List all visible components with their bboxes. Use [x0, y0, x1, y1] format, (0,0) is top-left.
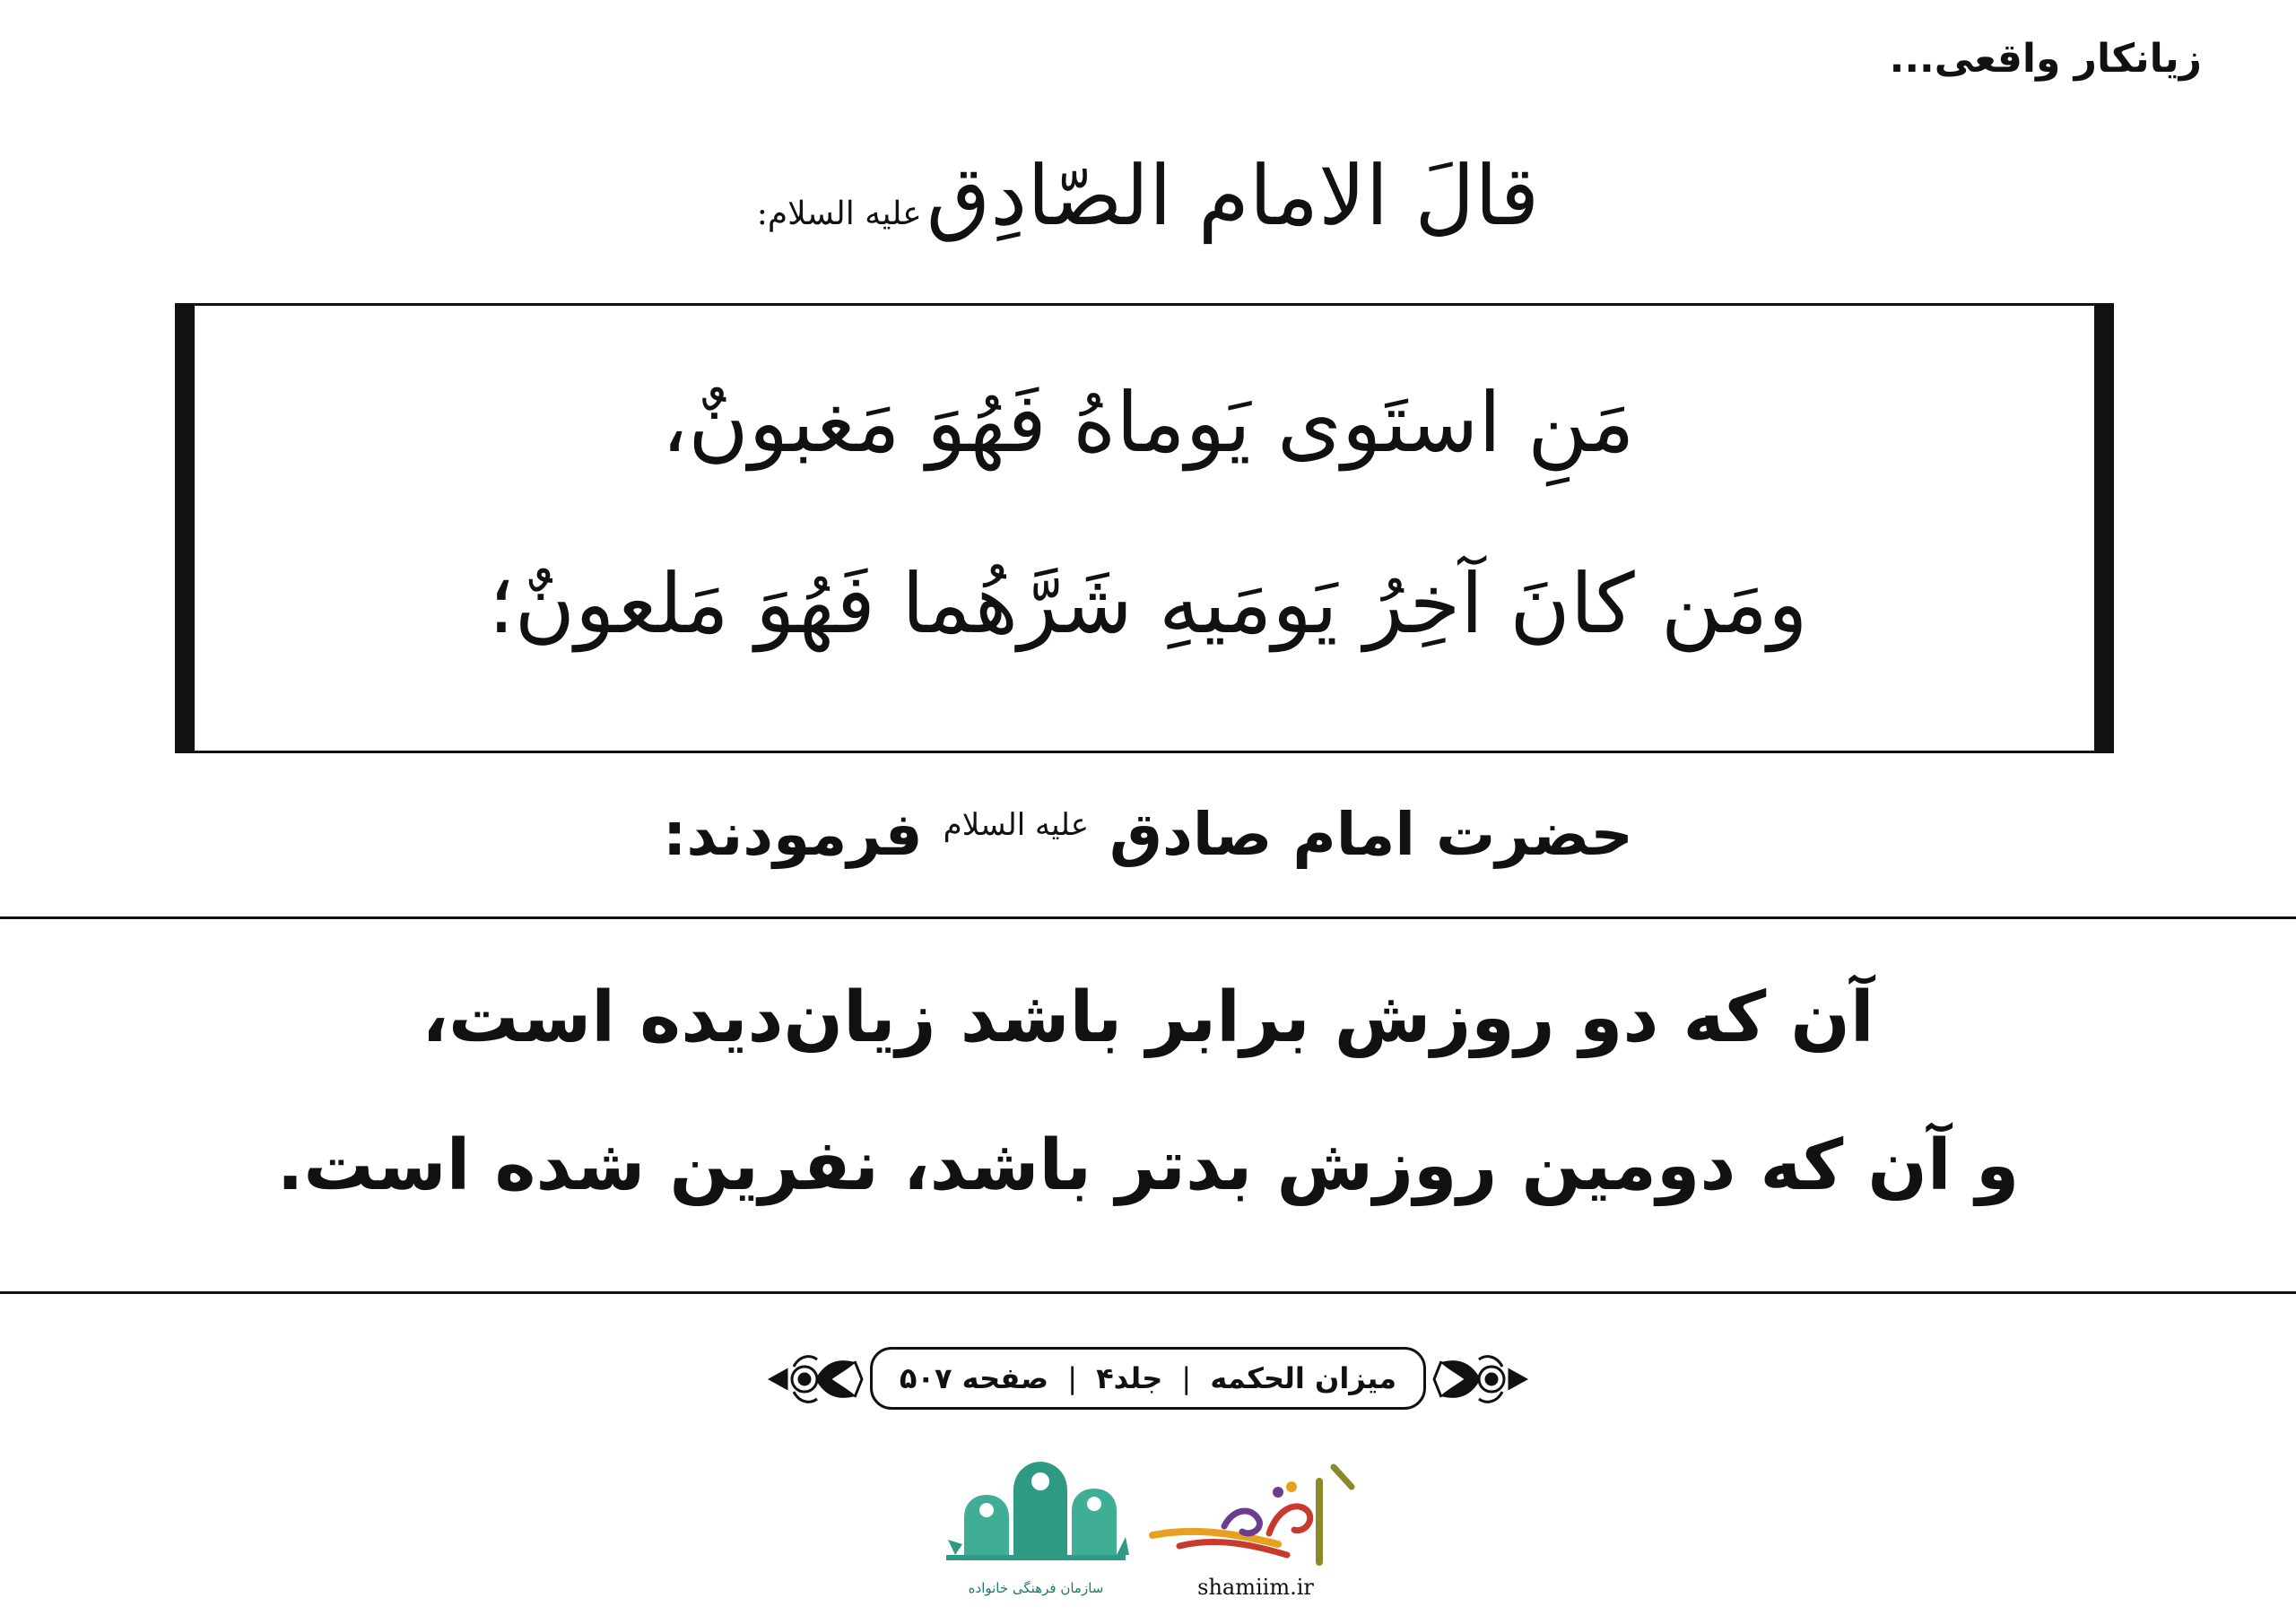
translation-intro	[0, 800, 2296, 869]
source-separator-1: |	[1181, 1361, 1192, 1395]
arabic-quote-line-1: مَنِ استَوی یَوماهُ فَهُوَ مَغبونٌ،	[661, 375, 1635, 471]
family-org-caption: سازمان فرهنگی خانواده	[968, 1580, 1104, 1596]
shamim-logo-icon	[1144, 1455, 1359, 1576]
arabic-heading-main: قالَ الامام الصّادِق	[926, 148, 1540, 244]
translation-line-2: و آن که دومین روزش بدتر باشد، نفرین شده است.	[276, 1125, 2020, 1206]
source-separator-2: |	[1067, 1361, 1077, 1395]
divider-top	[0, 916, 2296, 919]
arabic-quote-frame	[175, 303, 2114, 753]
family-culture-organization-logo-icon	[937, 1455, 1135, 1589]
arabic-heading-honorific: علیه السلام:	[756, 195, 922, 232]
intro-after: فرمودند:	[663, 800, 923, 869]
shamim-caption: shamiim.ir	[1197, 1575, 1314, 1600]
ornament-right-icon	[1431, 1343, 1529, 1415]
arabic-heading	[0, 148, 2296, 244]
intro-before: حضرت امام صادق	[1109, 800, 1633, 869]
source-book: میزان الحکمه	[1210, 1361, 1397, 1395]
source-citation	[767, 1343, 1529, 1415]
intro-honorific: علیه السلام	[943, 807, 1089, 843]
source-pill	[870, 1347, 1426, 1410]
translation-line-1: آن که دو روزش برابر باشد زیان‌دیده است،	[422, 977, 1874, 1058]
arabic-quote-line-2: ومَن کانَ آخِرُ یَومَیهِ شَرَّهُما فَهُوَ مَلعونٌ؛	[488, 556, 1808, 652]
source-page: صفحه ۵۰۷	[899, 1361, 1049, 1395]
ornament-left-icon	[767, 1343, 865, 1415]
series-label: زیانکار واقعی...	[1889, 36, 2202, 82]
source-volume: جلد۴	[1096, 1361, 1163, 1395]
divider-bottom	[0, 1291, 2296, 1294]
